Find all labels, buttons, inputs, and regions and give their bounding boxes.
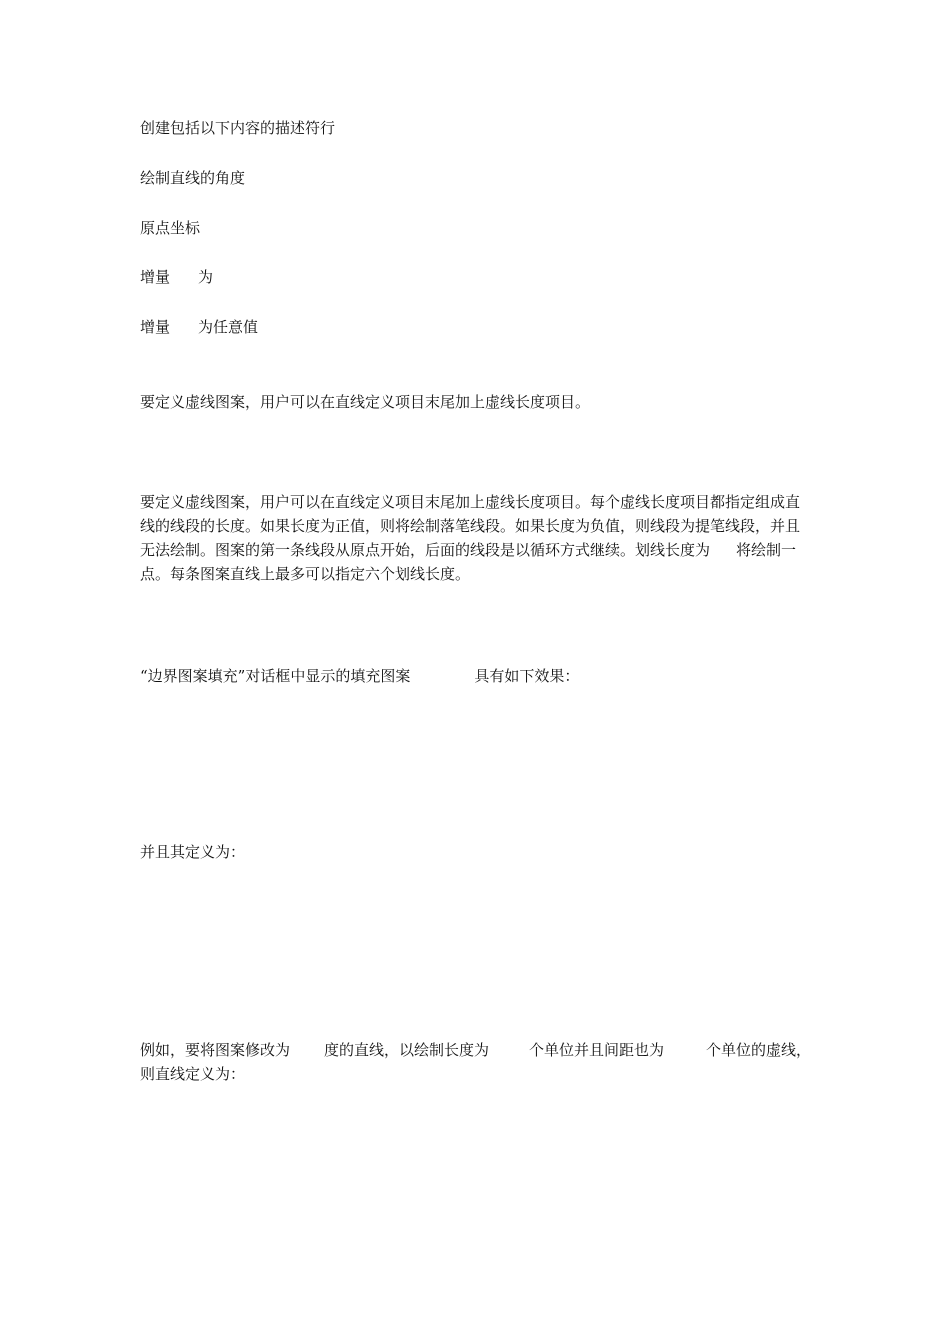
dash-pattern-paragraph — [140, 490, 812, 586]
increment-item-1 — [140, 268, 213, 286]
increment-value-2: 为任意值 — [198, 318, 259, 336]
example-part-4: 个单位的虚线，则直线定义为： — [140, 1041, 812, 1083]
increment-label-1: 增量 — [140, 268, 171, 286]
increment-value-1: 为 — [198, 268, 214, 286]
fill-pattern-line — [140, 667, 579, 685]
increment-item-2 — [140, 318, 258, 336]
example-part-1: 例如，要将图案修改为 — [140, 1041, 291, 1059]
increment-label-2: 增量 — [140, 318, 171, 336]
descriptor-line-heading: 创建包括以下内容的描述符行 — [140, 119, 336, 137]
dash-paragraph-part-2: 将绘制一点。每条图案直线上最多可以指定六个划线长度。 — [140, 541, 797, 583]
origin-item: 原点坐标 — [140, 219, 201, 237]
example-paragraph — [140, 1038, 812, 1086]
example-part-3: 个单位并且间距也为 — [529, 1041, 665, 1059]
definition-line: 并且其定义为： — [140, 843, 246, 861]
angle-item: 绘制直线的角度 — [140, 169, 246, 187]
fill-pattern-text-2: 具有如下效果： — [474, 667, 580, 685]
fill-pattern-text-1: “边界图案填充”对话框中显示的填充图案 — [140, 667, 411, 685]
example-part-2: 度的直线，以绘制长度为 — [324, 1041, 490, 1059]
dash-paragraph-part-1: 要定义虚线图案，用户可以在直线定义项目末尾加上虚线长度项目。每个虚线长度项目都指定组成直线的线段的长度。如果长度为正值，则将绘制落笔线段。如果长度为负值，则线段为提笔线段，并且无法绘制。图案的第一条线段从原点开始，后面的线段是以循环方式继续。划线长度为 — [140, 493, 801, 559]
dash-pattern-intro: 要定义虚线图案，用户可以在直线定义项目末尾加上虚线长度项目。 — [140, 393, 591, 411]
